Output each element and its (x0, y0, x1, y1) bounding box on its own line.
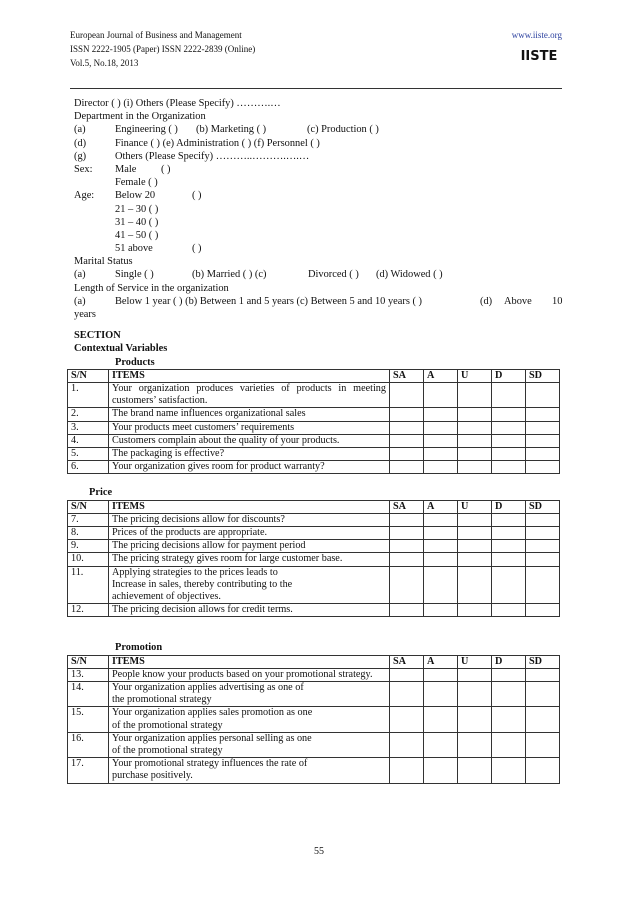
rating-cell-d[interactable] (492, 434, 526, 447)
page-header (70, 28, 562, 70)
rating-cell-a[interactable] (424, 447, 458, 460)
rating-cell-a[interactable] (424, 513, 458, 526)
rating-cell-u[interactable] (458, 566, 492, 604)
rating-cell-d[interactable] (492, 421, 526, 434)
rating-cell-sd[interactable] (526, 461, 560, 474)
rating-cell-u[interactable] (458, 604, 492, 617)
table-header: S/N ITEMS SA A U D SD (68, 500, 560, 513)
rating-cell-a[interactable] (424, 681, 458, 706)
rating-cell-a[interactable] (424, 526, 458, 539)
rating-cell-d[interactable] (492, 732, 526, 757)
rating-cell-u[interactable] (458, 461, 492, 474)
rating-cell-sd[interactable] (526, 668, 560, 681)
department-label: Department in the Organization (74, 111, 206, 123)
price-title: Price (89, 487, 113, 499)
rating-cell-sd[interactable] (526, 513, 560, 526)
table-row: 17. Your promotional strategy influences the rate of purchase positively. (68, 758, 560, 783)
rating-cell-u[interactable] (458, 526, 492, 539)
table-row: 5. The packaging is effective? (68, 447, 560, 460)
rating-cell-u[interactable] (458, 707, 492, 732)
table-row: 9. The pricing decisions allow for payment period (68, 540, 560, 553)
rating-cell-a[interactable] (424, 668, 458, 681)
service-row-cont: years (74, 309, 96, 320)
rating-cell-u[interactable] (458, 681, 492, 706)
rating-cell-d[interactable] (492, 447, 526, 460)
rating-cell-sa[interactable] (390, 513, 424, 526)
header-divider (70, 88, 562, 89)
table-row: 6. Your organization gives room for product warranty? (68, 461, 560, 474)
rating-cell-sa[interactable] (390, 553, 424, 566)
rating-cell-sd[interactable] (526, 707, 560, 732)
table-row: 14. Your organization applies advertising as one of the promotional strategy (68, 681, 560, 706)
rating-cell-sd[interactable] (526, 540, 560, 553)
rating-cell-d[interactable] (492, 526, 526, 539)
rating-cell-a[interactable] (424, 421, 458, 434)
rating-cell-sa[interactable] (390, 382, 424, 407)
table-row: 12. The pricing decision allows for credit terms. (68, 604, 560, 617)
iiste-logo-icon (516, 44, 562, 66)
rating-cell-d[interactable] (492, 540, 526, 553)
rating-cell-sd[interactable] (526, 526, 560, 539)
table-row: 3. Your products meet customers’ requirements (68, 421, 560, 434)
rating-cell-u[interactable] (458, 758, 492, 783)
rating-cell-a[interactable] (424, 604, 458, 617)
rating-cell-sa[interactable] (390, 447, 424, 460)
rating-cell-d[interactable] (492, 553, 526, 566)
rating-cell-a[interactable] (424, 553, 458, 566)
marital-row: (a) Single ( ) (b) Married ( ) (c) Divorced ( ) (d) Widowed ( ) (74, 269, 443, 281)
age-row-31-40: 31 – 40 ( ) (115, 216, 159, 228)
age-row-41-50: 41 – 50 ( ) (115, 229, 159, 241)
rating-cell-sa[interactable] (390, 461, 424, 474)
rating-cell-sa[interactable] (390, 681, 424, 706)
table-row: 13. People know your products based on your promotional strategy. (68, 668, 560, 681)
rating-cell-u[interactable] (458, 408, 492, 421)
rating-cell-u[interactable] (458, 540, 492, 553)
rating-cell-a[interactable] (424, 461, 458, 474)
rating-cell-u[interactable] (458, 382, 492, 407)
rating-cell-sa[interactable] (390, 566, 424, 604)
rating-cell-sd[interactable] (526, 604, 560, 617)
table-row: 8. Prices of the products are appropriate. (68, 526, 560, 539)
rating-cell-u[interactable] (458, 447, 492, 460)
rating-cell-a[interactable] (424, 566, 458, 604)
rating-cell-sd[interactable] (526, 421, 560, 434)
table-row: 2. The brand name influences organizational sales (68, 408, 560, 421)
questionnaire-body (71, 97, 564, 784)
rating-cell-sd[interactable] (526, 408, 560, 421)
rating-cell-u[interactable] (458, 553, 492, 566)
table-header: S/N ITEMS SA A U D SD (68, 369, 560, 382)
rating-cell-d[interactable] (492, 408, 526, 421)
products-table (67, 369, 560, 475)
rating-cell-d[interactable] (492, 681, 526, 706)
rating-cell-d[interactable] (492, 382, 526, 407)
rating-cell-u[interactable] (458, 434, 492, 447)
department-row-g: (g) Others (Please Specify) ………..……….….… (74, 150, 310, 162)
department-row-a: (a) Engineering ( ) (b) Marketing ( ) (c) Production ( ) (74, 124, 379, 136)
rating-cell-sd[interactable] (526, 434, 560, 447)
journal-volume: Vol.5, No.18, 2013 (70, 58, 139, 68)
rating-cell-sd[interactable] (526, 732, 560, 757)
rating-cell-a[interactable] (424, 540, 458, 553)
products-title: Products (115, 356, 155, 368)
journal-issn: ISSN 2222-1905 (Paper) ISSN 2222-2839 (Online) (70, 44, 256, 54)
table-row: 1. Your organization produces varieties of products in meeting customers’ satisfaction. (68, 382, 560, 407)
table-row: 10. The pricing strategy gives room for large customer base. (68, 553, 560, 566)
section-subtitle: Contextual Variables (74, 343, 168, 355)
rating-cell-u[interactable] (458, 668, 492, 681)
rating-cell-sa[interactable] (390, 526, 424, 539)
rating-cell-u[interactable] (458, 421, 492, 434)
table-row: 16. Your organization applies personal selling as one of the promotional strategy (68, 732, 560, 757)
rating-cell-d[interactable] (492, 758, 526, 783)
rating-cell-d[interactable] (492, 668, 526, 681)
promotion-table (67, 655, 560, 784)
table-header: S/N ITEMS SA A U D SD (68, 655, 560, 668)
table-row: 7. The pricing decisions allow for discounts? (68, 513, 560, 526)
director-line: Director ( ) (i) Others (Please Specify) ……….… (74, 98, 281, 109)
rating-cell-a[interactable] (424, 732, 458, 757)
rating-cell-sa[interactable] (390, 604, 424, 617)
rating-cell-sa[interactable] (390, 421, 424, 434)
rating-cell-sa[interactable] (390, 758, 424, 783)
age-row-21-30: 21 – 30 ( ) (115, 203, 159, 215)
rating-cell-sa[interactable] (390, 408, 424, 421)
table-row: 15. Your organization applies sales promotion as one of the promotional strategy (68, 707, 560, 732)
rating-cell-u[interactable] (458, 732, 492, 757)
rating-cell-d[interactable] (492, 461, 526, 474)
rating-cell-sa[interactable] (390, 540, 424, 553)
promotion-title: Promotion (115, 642, 163, 654)
rating-cell-sd[interactable] (526, 758, 560, 783)
age-row-below20: Age: Below 20 ( ) (74, 190, 202, 202)
rating-cell-sd[interactable] (526, 382, 560, 407)
price-table (67, 500, 560, 618)
journal-name: European Journal of Business and Management (70, 30, 242, 40)
rating-cell-sd[interactable] (526, 447, 560, 460)
service-label: Length of Service in the organization (74, 282, 229, 294)
rating-cell-sa[interactable] (390, 668, 424, 681)
age-row-51: 51 above ( ) (115, 243, 202, 255)
rating-cell-a[interactable] (424, 434, 458, 447)
rating-cell-u[interactable] (458, 513, 492, 526)
rating-cell-d[interactable] (492, 707, 526, 732)
rating-cell-d[interactable] (492, 566, 526, 604)
rating-cell-sd[interactable] (526, 681, 560, 706)
department-row-d: (d) Finance ( ) (e) Administration ( ) (f) Personnel ( ) (74, 137, 320, 149)
logo-text: IISTE (520, 49, 558, 64)
section-title: SECTION (74, 330, 121, 342)
rating-cell-sd[interactable] (526, 553, 560, 566)
journal-url[interactable]: www.iiste.org (511, 30, 562, 40)
rating-cell-d[interactable] (492, 513, 526, 526)
page-number: 55 (314, 846, 324, 857)
marital-label: Marital Status (74, 256, 133, 268)
rating-cell-sa[interactable] (390, 434, 424, 447)
rating-cell-a[interactable] (424, 758, 458, 783)
rating-cell-d[interactable] (492, 604, 526, 617)
rating-cell-a[interactable] (424, 408, 458, 421)
sex-row-male: Sex: Male ( ) (74, 163, 171, 175)
table-row: 4. Customers complain about the quality of your products. (68, 434, 560, 447)
rating-cell-a[interactable] (424, 707, 458, 732)
rating-cell-sa[interactable] (390, 732, 424, 757)
service-row: (a) Below 1 year ( ) (b) Between 1 and 5 years (c) Between 5 and 10 years ( ) (d) Above 10 (74, 295, 563, 307)
table-row: 11. Applying strategies to the prices leads to Increase in sales, thereby contributing to the achievement of objectives. (68, 566, 560, 604)
rating-cell-sd[interactable] (526, 566, 560, 604)
rating-cell-a[interactable] (424, 382, 458, 407)
rating-cell-sa[interactable] (390, 707, 424, 732)
sex-row-female: Female ( ) (115, 177, 158, 189)
